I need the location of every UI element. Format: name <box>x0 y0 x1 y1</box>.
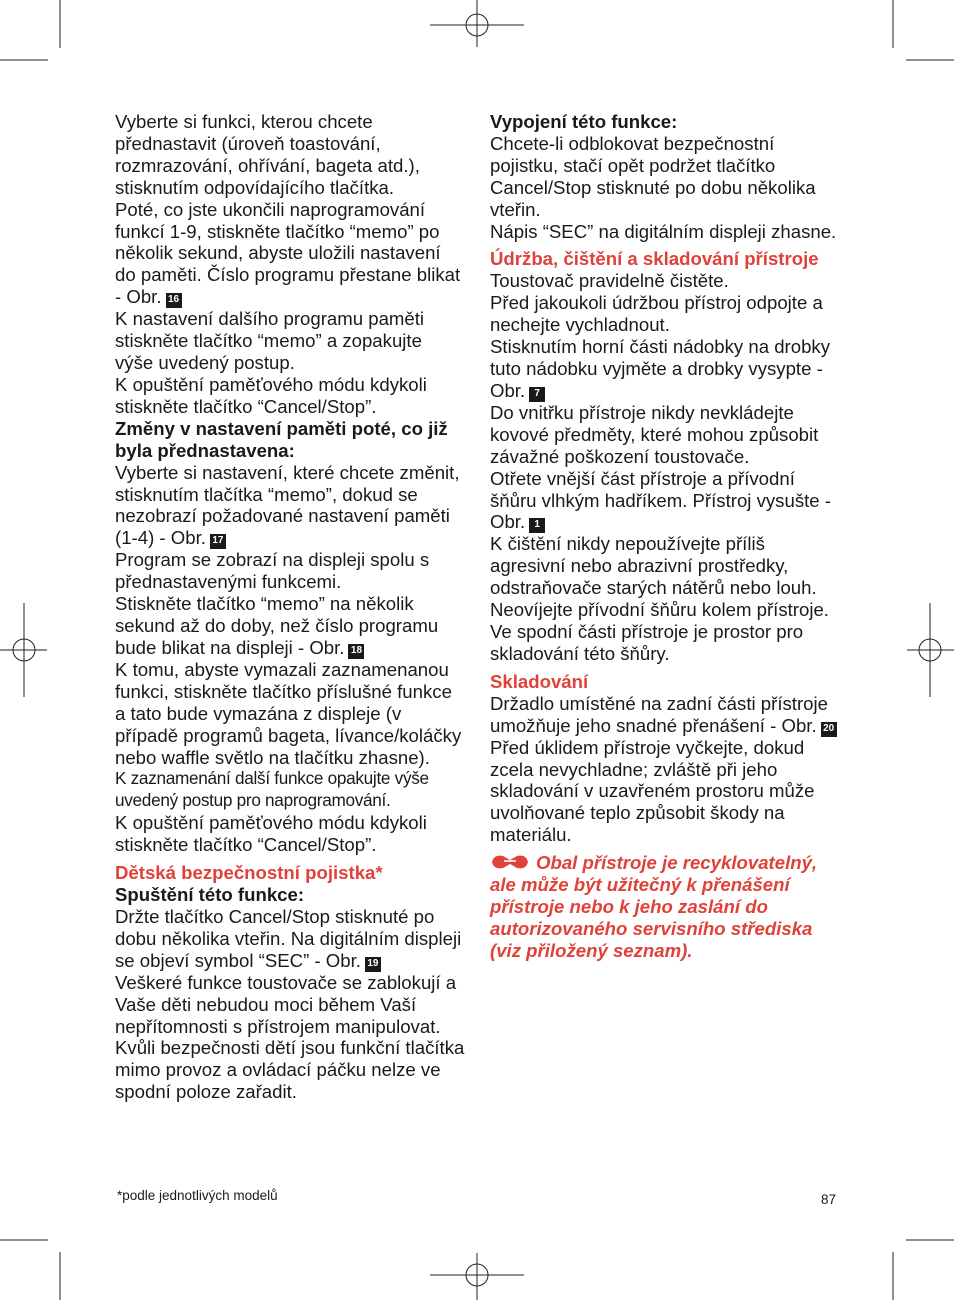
paragraph: K nastavení dalšího programu paměti stiskněte tlačítko “memo” a zopakujte výše uvedený postup. <box>115 308 425 374</box>
figure-ref: 17 <box>210 534 226 549</box>
section-heading-child-safety: Dětská bezpečnostní pojistka* <box>115 862 383 884</box>
recycle-hands-icon <box>490 852 530 872</box>
subheading: Vypojení této funkce: <box>490 111 678 132</box>
paragraph: Nápis “SEC” na digitálním displeji zhasne. <box>490 220 837 242</box>
figure-ref: 7 <box>529 387 545 402</box>
page-number: 87 <box>821 1192 837 1207</box>
subheading: Změny v nastavení paměti poté, co již byla přednastavena: <box>115 417 448 461</box>
paragraph: K opuštění paměťového módu kdykoli stiskněte tlačítko “Cancel/Stop”. <box>115 812 427 856</box>
paragraph: Program se zobrazí na displeji spolu s přednastavenými funkcemi. <box>115 549 430 593</box>
paragraph: Vyberte si nastavení, které chcete změnit, stisknutím tlačítka “memo”, dokud se nezobrazí požadované nastavení paměti (1-4) - Obr. 17 <box>115 461 460 549</box>
paragraph: Do vnitřku přístroje nikdy nevkládejte kovové předměty, které mohou způsobit závažné poškození toustovače. <box>490 401 819 467</box>
paragraph: Stisknutím horní části nádobky na drobky tuto nádobku vyjměte a drobky vysypte - Obr. 7 <box>490 336 831 401</box>
paragraph: Neovíjejte přívodní šňůru kolem přístroje. Ve spodní části přístroje je prostor pro skladování této šňůry. <box>490 599 829 664</box>
figure-ref: 19 <box>365 957 381 972</box>
paragraph: Před úklidem přístroje vyčkejte, dokud zcela nevychladne; zvláště při jeho skladování v uzavřeném prostoru může uvolňované teplo způsobit škody na materiálu. <box>490 736 815 846</box>
figure-ref: 20 <box>821 722 837 737</box>
paragraph: K opuštění paměťového módu kdykoli stiskněte tlačítko “Cancel/Stop”. <box>115 373 427 417</box>
paragraph: Držte tlačítko Cancel/Stop stisknuté po dobu několika vteřin. Na digitálním displeji se objeví symbol “SEC” - Obr. 19 <box>115 905 462 971</box>
left-column <box>115 111 465 1103</box>
figure-ref: 16 <box>166 293 182 308</box>
paragraph: K čištění nikdy nepoužívejte příliš agresivní nebo abrazivní prostředky, odstraňovače starých nátěrů nebo louh. <box>490 533 817 599</box>
figure-ref: 1 <box>529 518 545 533</box>
right-column <box>490 111 845 962</box>
recycling-note: Obal přístroje je recyklovatelný, ale může být užitečný k přenášení přístroje nebo k jeho zaslání do autorizovaného servisního střediska (viz přiložený seznam). <box>490 852 818 961</box>
paragraph: Držadlo umístěné na zadní části přístroje umožňuje jeho snadné přenášení - Obr. 20 <box>490 693 845 737</box>
footnote: *podle jednotlivých modelů <box>117 1188 278 1203</box>
paragraph: Chcete-li odblokovat bezpečnostní pojistku, stačí opět podržet tlačítko Cancel/Stop stisknuté po dobu několika vteřin. <box>490 132 816 220</box>
section-heading-maintenance: Údržba, čištění a skladování přístroje <box>490 248 819 270</box>
paragraph: Toustovač pravidelně čistěte. <box>490 270 729 292</box>
paragraph: K tomu, abyste vymazali zaznamenanou funkci, stiskněte tlačítko příslušné funkce a tato bude vymazána z displeje (v případě programů bageta, lívance/koláčky nebo waffle světlo na tlačítku zhasne). <box>115 658 462 768</box>
section-heading-storage: Skladování <box>490 670 589 692</box>
figure-ref: 18 <box>348 644 364 659</box>
paragraph: Kvůli bezpečnosti dětí jsou funkční tlačítka mimo provoz a ovládací páčku nelze ve spodní poloze zařadit. <box>115 1037 465 1103</box>
paragraph: K zaznamenání další funkce opakujte výše uvedený postup pro naprogramování. <box>115 768 429 811</box>
paragraph: Stiskněte tlačítko “memo” na několik sekund až do doby, než číslo programu bude blikat na displeji - Obr. 18 <box>115 593 439 658</box>
paragraph: Před jakoukoli údržbou přístroj odpojte a nechejte vychladnout. <box>490 292 823 336</box>
paragraph: Vyberte si funkci, kterou chcete přednastavit (úroveň toastování, rozmrazování, ohřívání, bageta atd.), stisknutím odpovídajícího tlačítka. <box>115 111 420 198</box>
paragraph: Veškeré funkce toustovače se zablokují a Vaše děti nebudou moci během Vaší nepřítomnosti s přístrojem manipulovat. <box>115 971 457 1037</box>
paragraph: Otřete vnější část přístroje a přívodní šňůru vlhkým hadříkem. Přístroj vysušte - Obr. 1 <box>490 467 831 533</box>
paragraph: Poté, co jste ukončili naprogramování funkcí 1-9, stiskněte tlačítko “memo” po několik sekund, abyste uložili nastavení do paměti. Číslo programu přestane blikat - Obr. 16 <box>115 198 461 308</box>
subheading: Spuštění této funkce: <box>115 884 305 905</box>
